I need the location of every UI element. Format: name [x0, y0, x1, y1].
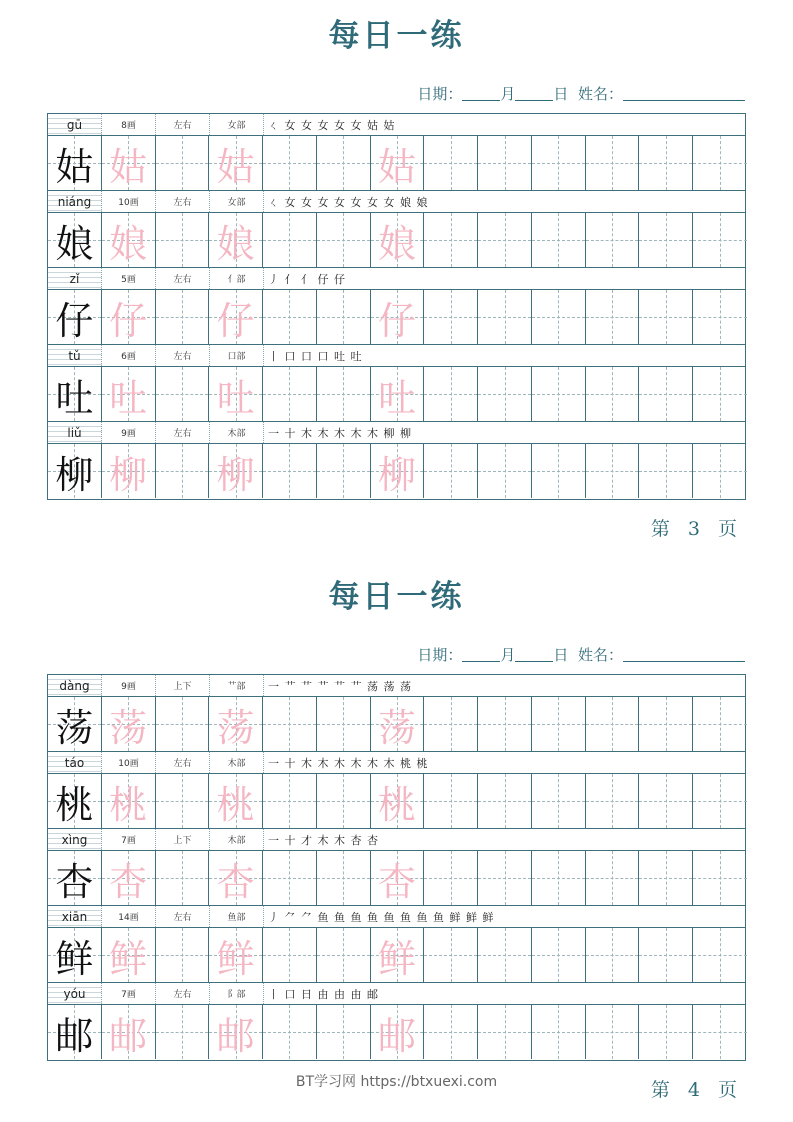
writing-box — [371, 444, 425, 498]
writing-box — [102, 136, 156, 190]
trace-character: 杏 — [216, 859, 255, 904]
structure-cell: 左右 — [156, 422, 210, 443]
writing-box[interactable] — [639, 444, 693, 498]
writing-box[interactable] — [693, 697, 747, 751]
name-blank[interactable] — [623, 647, 745, 662]
writing-box[interactable] — [424, 367, 478, 421]
writing-box[interactable] — [424, 213, 478, 267]
model-character: 鲜 — [55, 936, 94, 981]
writing-box[interactable] — [478, 1005, 532, 1059]
stroke-order-cell: 丨 口 日 由 由 由 邮 — [268, 987, 379, 1001]
writing-box[interactable] — [693, 213, 747, 267]
model-character: 柳 — [55, 452, 94, 497]
writing-box[interactable] — [263, 290, 317, 344]
writing-box — [209, 290, 263, 344]
structure-cell: 左右 — [156, 752, 210, 773]
writing-box[interactable] — [156, 697, 210, 751]
stroke-order-cell: 丨 口 口 口 吐 吐 — [268, 349, 363, 363]
month-blank[interactable] — [462, 647, 500, 662]
stroke-count-cell: 7画 — [102, 829, 156, 850]
pinyin-cell: liǔ — [48, 422, 102, 443]
character-entry — [48, 752, 745, 829]
writing-box[interactable] — [156, 1005, 210, 1059]
writing-box[interactable] — [693, 444, 747, 498]
trace-character: 邮 — [377, 1013, 416, 1058]
writing-box — [102, 928, 156, 982]
writing-box-row — [48, 444, 745, 499]
pinyin-cell: gū — [48, 114, 102, 135]
writing-box — [102, 444, 156, 498]
model-character: 姑 — [55, 144, 94, 189]
name-blank[interactable] — [623, 86, 745, 101]
writing-box[interactable] — [586, 367, 640, 421]
writing-box[interactable] — [317, 928, 371, 982]
stroke-count-cell: 9画 — [102, 675, 156, 696]
writing-box[interactable] — [532, 928, 586, 982]
writing-box[interactable] — [317, 851, 371, 905]
writing-box[interactable] — [478, 928, 532, 982]
pinyin-cell: xìng — [48, 829, 102, 850]
model-character: 娘 — [55, 221, 94, 266]
writing-box[interactable] — [693, 851, 747, 905]
writing-box[interactable] — [639, 136, 693, 190]
writing-box — [102, 697, 156, 751]
writing-box[interactable] — [693, 290, 747, 344]
writing-box[interactable] — [532, 444, 586, 498]
pinyin-cell: zǐ — [48, 268, 102, 289]
writing-box[interactable] — [156, 136, 210, 190]
practice-grid — [47, 113, 746, 500]
radical-cell: 鱼部 — [210, 906, 264, 927]
writing-box[interactable] — [532, 1005, 586, 1059]
stroke-order-cell: ㄑ 女 女 女 女 女 女 女 娘 娘 — [268, 195, 429, 209]
writing-box[interactable] — [586, 290, 640, 344]
writing-box-row — [48, 851, 745, 906]
model-character: 邮 — [55, 1013, 94, 1058]
day-label: 日 — [553, 646, 569, 664]
name-label: 姓名： — [577, 646, 623, 664]
writing-box[interactable] — [693, 136, 747, 190]
structure-cell: 左右 — [156, 114, 210, 135]
model-character: 杏 — [55, 859, 94, 904]
writing-box[interactable] — [532, 290, 586, 344]
writing-box — [48, 928, 102, 982]
trace-character: 吐 — [377, 375, 416, 420]
writing-box[interactable] — [532, 213, 586, 267]
character-info-row — [48, 114, 745, 136]
writing-box — [371, 1005, 425, 1059]
structure-cell: 左右 — [156, 906, 210, 927]
writing-box — [48, 213, 102, 267]
writing-box — [371, 774, 425, 828]
page-number: 第 3 页 — [650, 518, 743, 540]
character-info-row — [48, 345, 745, 367]
writing-box[interactable] — [639, 290, 693, 344]
writing-box — [209, 851, 263, 905]
writing-box — [209, 928, 263, 982]
writing-box — [371, 136, 425, 190]
writing-box[interactable] — [317, 774, 371, 828]
writing-box — [48, 1005, 102, 1059]
writing-box[interactable] — [586, 213, 640, 267]
writing-box[interactable] — [586, 851, 640, 905]
trace-character: 桃 — [109, 782, 148, 827]
character-info-row — [48, 752, 745, 774]
writing-box — [371, 851, 425, 905]
writing-box — [48, 136, 102, 190]
writing-box[interactable] — [263, 367, 317, 421]
writing-box-row — [48, 1005, 745, 1060]
trace-character: 柳 — [377, 452, 416, 497]
character-info-row — [48, 422, 745, 444]
trace-character: 鲜 — [109, 936, 148, 981]
stroke-order-cell: ㄑ 女 女 女 女 女 姑 姑 — [268, 118, 396, 132]
writing-box[interactable] — [639, 697, 693, 751]
writing-box[interactable] — [317, 290, 371, 344]
trace-character: 桃 — [216, 782, 255, 827]
writing-box — [209, 444, 263, 498]
writing-box[interactable] — [478, 697, 532, 751]
stroke-count-cell: 6画 — [102, 345, 156, 366]
writing-box[interactable] — [586, 1005, 640, 1059]
stroke-count-cell: 5画 — [102, 268, 156, 289]
writing-box[interactable] — [263, 697, 317, 751]
writing-box — [209, 367, 263, 421]
writing-box — [209, 774, 263, 828]
trace-character: 荡 — [377, 705, 416, 750]
stroke-order-cell: 一 十 木 木 木 木 木 柳 柳 — [268, 426, 412, 440]
writing-box-row — [48, 213, 745, 268]
writing-box[interactable] — [478, 774, 532, 828]
writing-box[interactable] — [263, 136, 317, 190]
writing-box-row — [48, 928, 745, 983]
writing-box — [102, 213, 156, 267]
structure-cell: 左右 — [156, 983, 210, 1004]
writing-box[interactable] — [424, 928, 478, 982]
writing-box — [48, 851, 102, 905]
date-label: 日期： — [417, 646, 463, 664]
trace-character: 荡 — [109, 705, 148, 750]
pinyin-cell: táo — [48, 752, 102, 773]
writing-box[interactable] — [639, 851, 693, 905]
writing-box-row — [48, 136, 745, 191]
stroke-order-cell: 丿 亻 亻 仔 仔 — [268, 272, 346, 286]
writing-box[interactable] — [532, 851, 586, 905]
sheet-title: 每日一练 — [328, 579, 465, 615]
pinyin-cell: yóu — [48, 983, 102, 1004]
writing-box[interactable] — [424, 851, 478, 905]
day-blank[interactable] — [515, 647, 553, 662]
trace-character: 娘 — [216, 221, 255, 266]
radical-cell: 女部 — [210, 114, 264, 135]
sheet-title: 每日一练 — [328, 18, 465, 54]
writing-box — [102, 367, 156, 421]
writing-box[interactable] — [263, 213, 317, 267]
month-blank[interactable] — [462, 86, 500, 101]
trace-character: 姑 — [216, 144, 255, 189]
writing-box[interactable] — [317, 444, 371, 498]
writing-box[interactable] — [156, 290, 210, 344]
model-character: 荡 — [55, 705, 94, 750]
character-entry — [48, 675, 745, 752]
writing-box[interactable] — [532, 697, 586, 751]
writing-box[interactable] — [693, 1005, 747, 1059]
writing-box[interactable] — [156, 444, 210, 498]
writing-box[interactable] — [478, 851, 532, 905]
stroke-order-cell: 一 十 木 木 木 木 木 木 桃 桃 — [268, 756, 429, 770]
stroke-count-cell: 10画 — [102, 191, 156, 212]
stroke-order-cell: 一 十 才 木 木 杏 杏 — [268, 833, 379, 847]
writing-box — [371, 928, 425, 982]
radical-cell: 木部 — [210, 422, 264, 443]
writing-box[interactable] — [639, 774, 693, 828]
character-entry — [48, 114, 745, 191]
date-label: 日期： — [417, 85, 463, 103]
writing-box[interactable] — [263, 444, 317, 498]
character-entry — [48, 268, 745, 345]
writing-box[interactable] — [156, 928, 210, 982]
pinyin-cell: niáng — [48, 191, 102, 212]
writing-box[interactable] — [424, 136, 478, 190]
writing-box — [209, 1005, 263, 1059]
structure-cell: 左右 — [156, 345, 210, 366]
writing-box[interactable] — [317, 136, 371, 190]
structure-cell: 上下 — [156, 675, 210, 696]
trace-character: 鲜 — [216, 936, 255, 981]
writing-box — [48, 444, 102, 498]
character-info-row — [48, 983, 745, 1005]
writing-box[interactable] — [639, 367, 693, 421]
trace-character: 娘 — [109, 221, 148, 266]
pinyin-cell: tǔ — [48, 345, 102, 366]
writing-box[interactable] — [586, 444, 640, 498]
practice-grid — [47, 674, 746, 1061]
character-info-row — [48, 268, 745, 290]
writing-box-row — [48, 290, 745, 345]
trace-character: 仔 — [109, 298, 148, 343]
character-info-row — [48, 191, 745, 213]
writing-box[interactable] — [586, 774, 640, 828]
writing-box[interactable] — [424, 444, 478, 498]
stroke-count-cell: 10画 — [102, 752, 156, 773]
model-character: 吐 — [55, 375, 94, 420]
writing-box[interactable] — [424, 1005, 478, 1059]
trace-character: 吐 — [216, 375, 255, 420]
writing-box[interactable] — [156, 213, 210, 267]
writing-box[interactable] — [317, 367, 371, 421]
writing-box[interactable] — [478, 367, 532, 421]
writing-box[interactable] — [263, 1005, 317, 1059]
writing-box — [48, 774, 102, 828]
character-info-row — [48, 906, 745, 928]
trace-character: 杏 — [109, 859, 148, 904]
day-label: 日 — [553, 85, 569, 103]
trace-character: 鲜 — [377, 936, 416, 981]
radical-cell: 亻部 — [210, 268, 264, 289]
trace-character: 姑 — [109, 144, 148, 189]
writing-box[interactable] — [532, 136, 586, 190]
date-name-line — [417, 83, 745, 104]
writing-box — [48, 367, 102, 421]
writing-box[interactable] — [424, 774, 478, 828]
stroke-count-cell: 9画 — [102, 422, 156, 443]
writing-box[interactable] — [263, 774, 317, 828]
stroke-count-cell: 7画 — [102, 983, 156, 1004]
writing-box — [371, 290, 425, 344]
month-label: 月 — [500, 646, 516, 664]
stroke-count-cell: 14画 — [102, 906, 156, 927]
writing-box — [371, 697, 425, 751]
character-entry — [48, 191, 745, 268]
writing-box[interactable] — [478, 213, 532, 267]
stroke-order-cell: 丿 ⺈ ⺈ 鱼 鱼 鱼 鱼 鱼 鱼 鱼 鱼 鲜 鲜 鲜 — [268, 910, 495, 924]
character-entry — [48, 829, 745, 906]
writing-box[interactable] — [424, 290, 478, 344]
writing-box — [102, 851, 156, 905]
writing-box[interactable] — [586, 697, 640, 751]
writing-box[interactable] — [693, 367, 747, 421]
writing-box[interactable] — [317, 697, 371, 751]
writing-box[interactable] — [156, 851, 210, 905]
trace-character: 姑 — [377, 144, 416, 189]
date-name-line — [417, 644, 745, 665]
trace-character: 柳 — [216, 452, 255, 497]
writing-box[interactable] — [693, 774, 747, 828]
structure-cell: 左右 — [156, 191, 210, 212]
trace-character: 桃 — [377, 782, 416, 827]
radical-cell: 口部 — [210, 345, 264, 366]
model-character: 桃 — [55, 782, 94, 827]
month-label: 月 — [500, 85, 516, 103]
character-info-row — [48, 675, 745, 697]
writing-box[interactable] — [693, 928, 747, 982]
writing-box[interactable] — [639, 213, 693, 267]
pinyin-cell: dàng — [48, 675, 102, 696]
radical-cell: 阝部 — [210, 983, 264, 1004]
day-blank[interactable] — [515, 86, 553, 101]
character-info-row — [48, 829, 745, 851]
radical-cell: 艹部 — [210, 675, 264, 696]
structure-cell: 上下 — [156, 829, 210, 850]
trace-character: 仔 — [377, 298, 416, 343]
name-label: 姓名： — [577, 85, 623, 103]
writing-box[interactable] — [532, 367, 586, 421]
radical-cell: 木部 — [210, 752, 264, 773]
trace-character: 娘 — [377, 221, 416, 266]
model-character: 仔 — [55, 298, 94, 343]
character-entry — [48, 983, 745, 1060]
stroke-order-cell: 一 艹 艹 艹 艹 艹 荡 荡 荡 — [268, 679, 412, 693]
writing-box — [102, 774, 156, 828]
writing-box-row — [48, 367, 745, 422]
trace-character: 荡 — [216, 705, 255, 750]
writing-box — [102, 290, 156, 344]
writing-box[interactable] — [317, 1005, 371, 1059]
trace-character: 邮 — [216, 1013, 255, 1058]
writing-box — [102, 1005, 156, 1059]
structure-cell: 左右 — [156, 268, 210, 289]
writing-box[interactable] — [478, 136, 532, 190]
writing-box — [209, 136, 263, 190]
stroke-count-cell: 8画 — [102, 114, 156, 135]
writing-box[interactable] — [263, 851, 317, 905]
writing-box-row — [48, 774, 745, 829]
trace-character: 杏 — [377, 859, 416, 904]
writing-box — [209, 213, 263, 267]
writing-box[interactable] — [639, 1005, 693, 1059]
page-number: 第 4 页 — [650, 1079, 743, 1101]
writing-box — [209, 697, 263, 751]
character-entry — [48, 422, 745, 499]
writing-box[interactable] — [478, 444, 532, 498]
writing-box-row — [48, 697, 745, 752]
writing-box[interactable] — [263, 928, 317, 982]
writing-box — [48, 697, 102, 751]
radical-cell: 木部 — [210, 829, 264, 850]
writing-box[interactable] — [532, 774, 586, 828]
writing-box[interactable] — [424, 697, 478, 751]
writing-box[interactable] — [317, 213, 371, 267]
character-entry — [48, 345, 745, 422]
trace-character: 邮 — [109, 1013, 148, 1058]
writing-box — [48, 290, 102, 344]
footer-site: BT学习网 https://btxuexi.com — [295, 1074, 498, 1090]
writing-box[interactable] — [586, 928, 640, 982]
character-entry — [48, 906, 745, 983]
trace-character: 吐 — [109, 375, 148, 420]
writing-box[interactable] — [586, 136, 640, 190]
writing-box — [371, 367, 425, 421]
writing-box — [371, 213, 425, 267]
writing-box[interactable] — [639, 928, 693, 982]
writing-box[interactable] — [478, 290, 532, 344]
trace-character: 柳 — [109, 452, 148, 497]
writing-box[interactable] — [156, 774, 210, 828]
pinyin-cell: xiān — [48, 906, 102, 927]
trace-character: 仔 — [216, 298, 255, 343]
writing-box[interactable] — [156, 367, 210, 421]
radical-cell: 女部 — [210, 191, 264, 212]
